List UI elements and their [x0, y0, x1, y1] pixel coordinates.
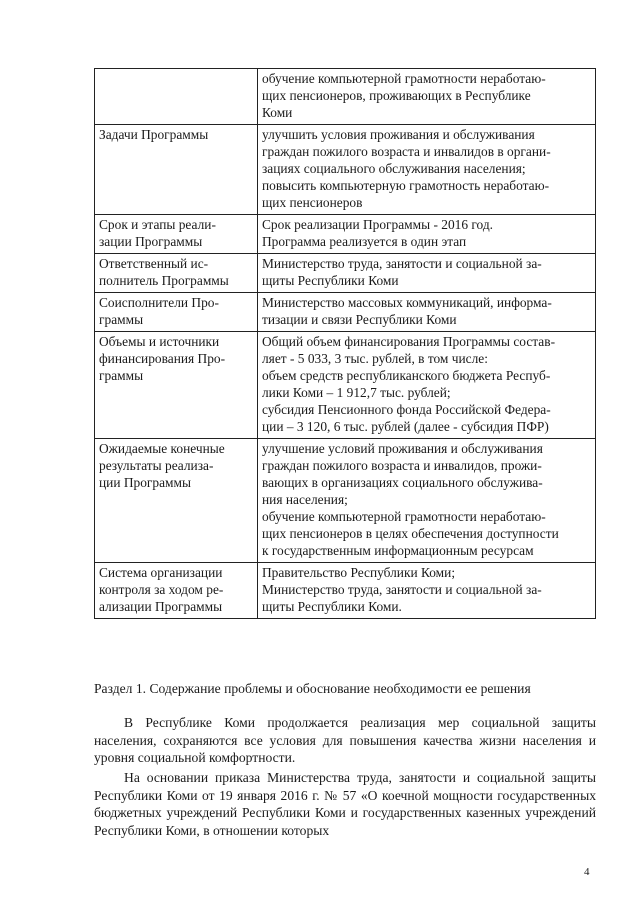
- row-label-cell: [95, 125, 258, 215]
- value-line: Министерство труда, занятости и социальной за-: [262, 256, 542, 271]
- body-paragraph-1: В Республике Коми продолжается реализация мер социальной защиты населения, сохраняются все условия для повышения качества жизни населения и уровня социальной комфортности.: [94, 715, 596, 765]
- value-line: вающих в организациях социального обслужива-: [262, 475, 543, 490]
- passport-table-body: [95, 69, 596, 619]
- value-line: обучение компьютерной грамотности неработаю-: [262, 509, 546, 524]
- value-line: щиты Республики Коми.: [262, 599, 402, 614]
- value-line: Программа реализуется в один этап: [262, 234, 467, 249]
- row-label-cell: [95, 215, 258, 254]
- value-line: Срок реализации Программы - 2016 год.: [262, 217, 494, 232]
- label-line: Ожидаемые конечные: [99, 441, 225, 456]
- value-line: Коми: [262, 105, 293, 120]
- label-line: ализации Программы: [99, 599, 223, 614]
- value-line: граждан пожилого возраста и инвалидов в органи-: [262, 144, 551, 159]
- label-line: полнитель Программы: [99, 273, 229, 288]
- page-number: 4: [584, 866, 590, 878]
- table-row: [95, 293, 596, 332]
- value-line: щих пенсионеров: [262, 195, 363, 210]
- row-value-cell: [258, 439, 596, 563]
- value-line: щих пенсионеров в целях обеспечения доступности: [262, 526, 559, 541]
- value-line: обучение компьютерной грамотности неработаю-: [262, 71, 546, 86]
- table-row: [95, 254, 596, 293]
- row-value-cell: [258, 332, 596, 439]
- value-line: ляет - 5 033, 3 тыс. рублей, в том числе:: [262, 351, 488, 366]
- row-label-cell: [95, 439, 258, 563]
- value-line: улучшить условия проживания и обслуживания: [262, 127, 535, 142]
- value-line: зациях социального обслуживания населения;: [262, 161, 526, 176]
- body-paragraph-2: На основании приказа Министерства труда, занятости и социальной защиты Республики Коми от 19 января 2016 г. № 57 «О коечной мощности государственных бюджетных учреждений Республики Коми и государственных казенных учреждений Республики Коми, в отношении которых: [94, 770, 596, 838]
- label-line: результаты реализа-: [99, 458, 214, 473]
- table-row: [95, 215, 596, 254]
- label-line: Ответственный ис-: [99, 256, 209, 271]
- value-line: Правительство Республики Коми;: [262, 565, 456, 580]
- value-line: объем средств республиканского бюджета Респуб-: [262, 368, 551, 383]
- row-label-cell: [95, 293, 258, 332]
- label-line: Задачи Программы: [99, 127, 209, 142]
- row-label-cell: [95, 69, 258, 125]
- value-line: улучшение условий проживания и обслуживания: [262, 441, 543, 456]
- table-row: [95, 125, 596, 215]
- row-label-cell: [95, 254, 258, 293]
- label-line: граммы: [99, 368, 144, 383]
- label-line: Объемы и источники: [99, 334, 220, 349]
- value-line: ния населения;: [262, 492, 348, 507]
- table-row: [95, 332, 596, 439]
- table-row: [95, 439, 596, 563]
- row-value-cell: [258, 563, 596, 619]
- table-row: [95, 69, 596, 125]
- label-line: зации Программы: [99, 234, 203, 249]
- value-line: щиты Республики Коми: [262, 273, 399, 288]
- row-value-cell: [258, 293, 596, 332]
- row-label-cell: [95, 563, 258, 619]
- label-line: финансирования Про-: [99, 351, 226, 366]
- row-value-cell: [258, 69, 596, 125]
- label-line: Соисполнители Про-: [99, 295, 219, 310]
- label-line: ции Программы: [99, 475, 191, 490]
- value-line: тизации и связи Республики Коми: [262, 312, 457, 327]
- table-row: [95, 563, 596, 619]
- label-line: Срок и этапы реали-: [99, 217, 216, 232]
- value-line: повысить компьютерную грамотность неработаю-: [262, 178, 550, 193]
- value-line: Министерство труда, занятости и социальной за-: [262, 582, 542, 597]
- value-line: к государственным информационным ресурсам: [262, 543, 534, 558]
- row-value-cell: [258, 125, 596, 215]
- label-line: граммы: [99, 312, 144, 327]
- value-line: Министерство массовых коммуникаций, информа-: [262, 295, 552, 310]
- value-line: ции – 3 120, 6 тыс. рублей (далее - субсидия ПФР): [262, 419, 549, 434]
- program-passport-table: [94, 68, 596, 619]
- row-value-cell: [258, 254, 596, 293]
- row-value-cell: [258, 215, 596, 254]
- value-line: граждан пожилого возраста и инвалидов, прожи-: [262, 458, 542, 473]
- label-line: Система организации: [99, 565, 223, 580]
- label-line: контроля за ходом ре-: [99, 582, 224, 597]
- value-line: щих пенсионеров, проживающих в Республике: [262, 88, 531, 103]
- row-label-cell: [95, 332, 258, 439]
- value-line: Общий объем финансирования Программы состав-: [262, 334, 556, 349]
- value-line: субсидия Пенсионного фонда Российской Федера-: [262, 402, 551, 417]
- section-title: Раздел 1. Содержание проблемы и обоснование необходимости ее решения: [94, 681, 531, 696]
- value-line: лики Коми – 1 912,7 тыс. рублей;: [262, 385, 451, 400]
